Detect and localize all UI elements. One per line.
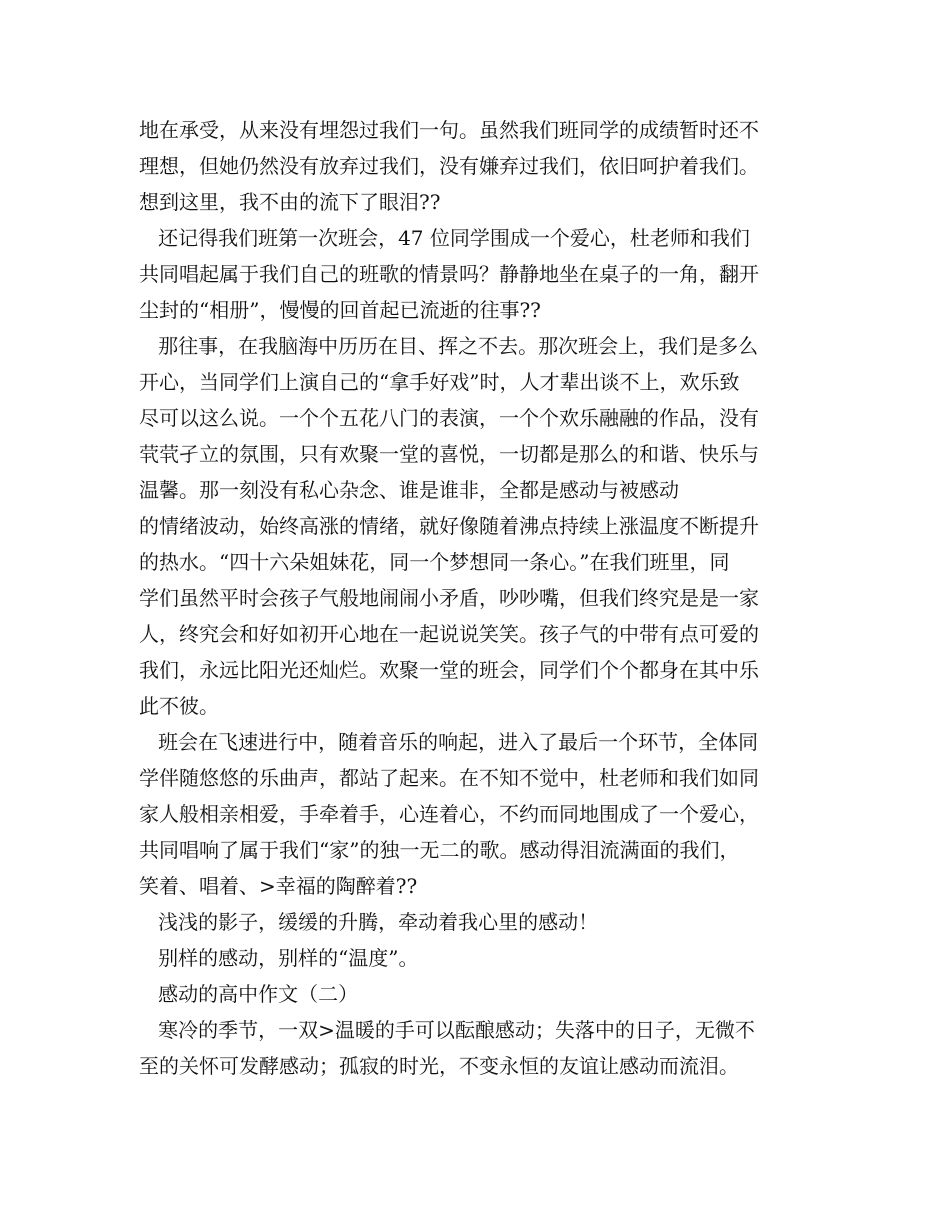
text-line: 开心，当同学们上演自己的“拿手好戏”时，人才辈出谈不上，欢乐致 — [139, 370, 740, 394]
text-line: 的热水。“四十六朵姐妹花，同一个梦想同一条心。”在我们班里，同 — [139, 550, 730, 574]
text-line: 寒冷的季节，一双>温暖的手可以酝酿感动；失落中的日子，无微不 — [139, 1018, 755, 1042]
text-line: 至的关怀可发酵感动；孤寂的时光，不变永恒的友谊让感动而流泪。 — [139, 1054, 739, 1078]
text-line: 还记得我们班第一次班会，47 位同学围成一个爱心，杜老师和我们 — [139, 226, 750, 250]
text-line: 班会在飞速进行中，随着音乐的响起，进入了最后一个环节，全体同 — [139, 730, 759, 754]
text-line: 那往事，在我脑海中历历在目、挥之不去。那次班会上，我们是多么 — [139, 334, 759, 358]
text-line: 浅浅的影子，缓缓的升腾，牵动着我心里的感动！ — [139, 910, 599, 934]
text-line: 的情绪波动，始终高涨的情绪，就好像随着沸点持续上涨温度不断提升 — [139, 514, 759, 538]
text-line: 理想，但她仍然没有放弃过我们，没有嫌弃过我们，依旧呵护着我们。 — [139, 154, 759, 178]
text-line: 地在承受，从来没有埋怨过我们一句。虽然我们班同学的成绩暂时还不 — [139, 118, 759, 142]
document-body — [139, 112, 819, 1084]
text-line: 笑着、唱着、>幸福的陶醉着?? — [139, 874, 418, 898]
text-line: 尘封的“相册”，慢慢的回首起已流逝的往事?? — [139, 298, 541, 322]
text-line: 此不彼。 — [139, 694, 219, 718]
text-line: 茕茕孑立的氛围，只有欢聚一堂的喜悦，一切都是那么的和谐、快乐与 — [139, 442, 759, 466]
text-line: 尽可以这么说。一个个五花八门的表演，一个个欢乐融融的作品，没有 — [139, 406, 759, 430]
text-line: 学们虽然平时会孩子气般地闹闹小矛盾，吵吵嘴，但我们终究是是一家 — [139, 586, 759, 610]
text-line: 共同唱响了属于我们“家”的独一无二的歌。感动得泪流满面的我们， — [139, 838, 740, 862]
text-line: 共同唱起属于我们自己的班歌的情景吗？静静地坐在桌子的一角，翻开 — [139, 262, 759, 286]
text-line: 人，终究会和好如初开心地在一起说说笑笑。孩子气的中带有点可爱的 — [139, 622, 759, 646]
text-line: 学伴随悠悠的乐曲声，都站了起来。在不知不觉中，杜老师和我们如同 — [139, 766, 759, 790]
text-line: 想到这里，我不由的流下了眼泪?? — [139, 190, 441, 214]
text-line: 我们，永远比阳光还灿烂。欢聚一堂的班会，同学们个个都身在其中乐 — [139, 658, 759, 682]
text-line: 别样的感动，别样的“温度”。 — [139, 946, 419, 970]
text-line: 家人般相亲相爱，手牵着手，心连着心，不约而同地围成了一个爱心， — [139, 802, 759, 826]
text-line: 温馨。那一刻没有私心杂念、谁是谁非，全都是感动与被感动 — [139, 478, 679, 502]
text-line: 感动的高中作文（二） — [139, 982, 359, 1006]
